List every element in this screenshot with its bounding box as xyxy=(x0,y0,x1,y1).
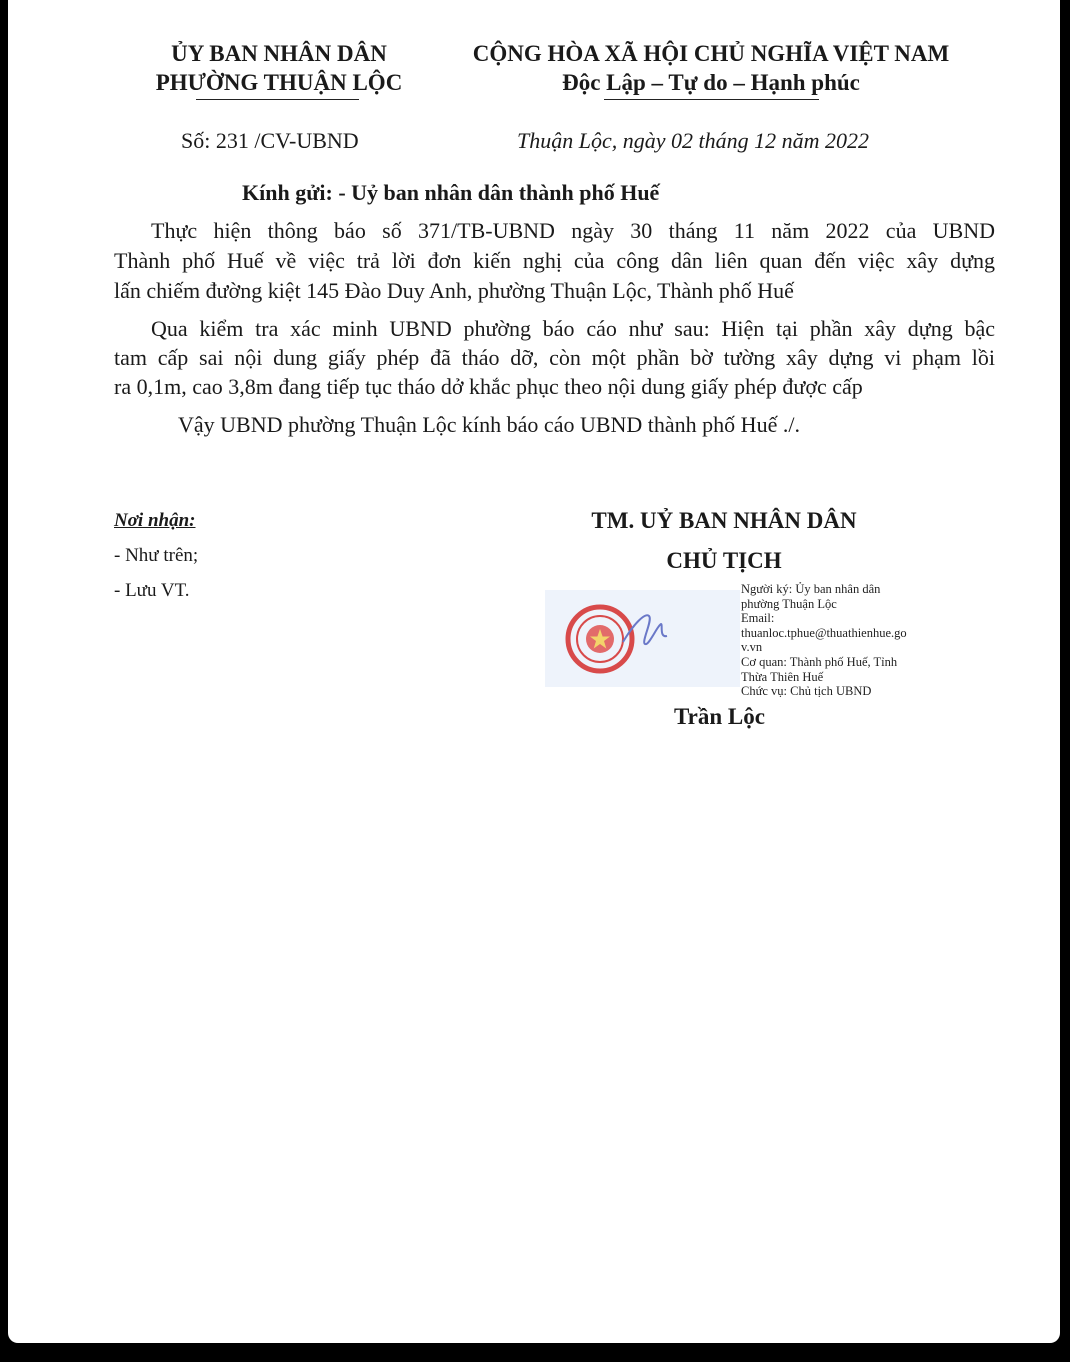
body-p1-line3: lấn chiếm đường kiệt 145 Đào Duy Anh, phường Thuận Lộc, Thành phố Huế xyxy=(114,278,794,303)
document-page xyxy=(8,0,1060,1343)
signer-info-line: phường Thuận Lộc xyxy=(741,596,837,611)
motto-underline xyxy=(604,99,819,100)
issuer-underline xyxy=(196,99,359,100)
recipient-item: - Như trên; xyxy=(114,545,199,566)
national-motto: Độc Lập – Tự do – Hạnh phúc xyxy=(562,70,860,95)
signer-info-line: Người ký: Ủy ban nhân dân xyxy=(741,582,881,596)
signer-info-line: Chức vụ: Chủ tịch UBND xyxy=(741,684,872,699)
issuer-line1: ỦY BAN NHÂN DÂN xyxy=(171,41,387,66)
signer-info-line: thuanloc.tphue@thuathienhue.go xyxy=(741,625,907,640)
official-seal-icon xyxy=(545,590,740,687)
issuer-line2: PHƯỜNG THUẬN LỘC xyxy=(155,70,403,95)
signature-org: TM. UỶ BAN NHÂN DÂN xyxy=(591,508,857,533)
body-p3: Vậy UBND phường Thuận Lộc kính báo cáo UBND thành phố Huế ./. xyxy=(178,412,800,437)
screen-bottom-bar xyxy=(0,1343,1070,1362)
body-p2-line3: ra 0,1m, cao 3,8m đang tiếp tục tháo dở khắc phục theo nội dung giấy phép được cấp xyxy=(114,374,863,399)
signer-info-line: Email: xyxy=(741,611,775,626)
signer-info-line: Thừa Thiên Huế xyxy=(741,669,824,684)
place-date: Thuận Lộc, ngày 02 tháng 12 năm 2022 xyxy=(517,128,869,153)
national-title: CỘNG HÒA XÃ HỘI CHỦ NGHĨA VIỆT NAM xyxy=(472,41,950,66)
recipient-item: - Lưu VT. xyxy=(114,580,190,601)
signer-info xyxy=(741,582,907,699)
body-p2-line2: tam cấp sai nội dung giấy phép đã tháo dỡ, còn một phần bờ tường xây dựng vi phạm lồi xyxy=(114,345,995,370)
document-number: Số: 231 /CV-UBND xyxy=(181,128,359,153)
recipient-line: Kính gửi: - Uỷ ban nhân dân thành phố Huế xyxy=(242,180,660,205)
signer-info-line: v.vn xyxy=(741,640,763,655)
recipients-title: Nơi nhận: xyxy=(114,510,196,531)
signer-name: Trần Lộc xyxy=(674,704,765,729)
signer-info-line: Cơ quan: Thành phố Huế, Tỉnh xyxy=(741,654,898,669)
body-p2-line1: Qua kiểm tra xác minh UBND phường báo cáo như sau: Hiện tại phần xây dựng bậc xyxy=(151,316,995,341)
body-p1-line1: Thực hiện thông báo số 371/TB-UBND ngày 30 tháng 11 năm 2022 của UBND xyxy=(151,218,995,243)
signature-title: CHỦ TỊCH xyxy=(666,548,782,573)
digital-signature-panel xyxy=(545,590,740,687)
body-p1-line2: Thành phố Huế về việc trả lời đơn kiến nghị của công dân liên quan đến việc xây dựng xyxy=(114,248,995,273)
